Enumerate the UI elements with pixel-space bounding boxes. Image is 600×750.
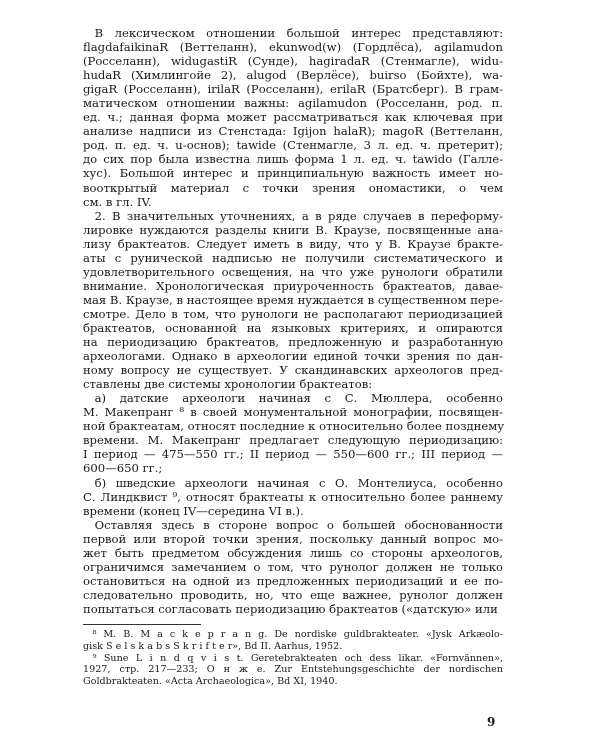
paragraph-lexical	[83, 26, 503, 209]
text-line: flagdafaikinaR (Веттеланн), ekunwod(w) (Гордлёса), agilamudon	[83, 40, 503, 55]
text-line: I период — 475—550 гг.; II период — 550—600 гг.; III период —	[83, 447, 503, 462]
text-line: б) шведские археологи начиная с О. Монтелиуса, особенно	[83, 475, 503, 490]
text-line: на периодизацию брактеатов, предложенную и разработанную	[83, 335, 503, 350]
text-line: ед. ч.; данная форма может рассматриваться как ключевая при	[83, 110, 503, 125]
text-line: ному вопросу не существует. У скандинавских археологов пред-	[83, 363, 503, 378]
footnote-9	[83, 653, 503, 688]
footnote-8	[83, 629, 503, 653]
text-line: С. Линдквист ⁹, относят брактеаты к относительно более раннему	[83, 489, 503, 504]
text-line: gigaR (Росселанн), irilaR (Росселанн), erilaR (Братсберг). В грам-	[83, 82, 503, 97]
text-line: а) датские археологи начиная с С. Мюллера, особенно	[83, 391, 503, 406]
text-line: до сих пор была известна лишь форма 1 л. ед. ч. tawido (Галле-	[83, 152, 503, 167]
text-line: gisk S e l s k a b s S k r i f t e r», Bd II. Aarhus, 1952.	[83, 640, 343, 652]
text-line: первой или второй точки зрения, поскольку данный вопрос мо-	[83, 531, 503, 546]
text-line: hudaR (Химлингойе 2), alugod (Верлёсе), buirso (Бойхте), wa-	[83, 68, 503, 83]
paragraph-danish-archaeologists	[83, 391, 503, 475]
paragraph-conclusion	[83, 518, 503, 616]
text-line: Оставляя здесь в стороне вопрос о большей обоснованности	[83, 517, 503, 532]
text-line: (Росселанн), widugastiR (Сунде), hagiradaR (Стенмагле), widu-	[83, 54, 503, 69]
text-line: вооткрытый материал с точки зрения ономастики, о чем	[83, 180, 503, 195]
text-line: жет быть предметом обсуждения лишь со стороны археологов,	[83, 545, 503, 560]
text-line: матическом отношении важны: agilamudon (Росселанн, род. п.	[83, 96, 503, 111]
text-line: времени. М. Макепранг предлагает следующую периодизацию:	[83, 433, 503, 448]
paragraph-bracteates	[83, 209, 503, 392]
text-line: времени (конец IV—середина VI в.).	[83, 503, 304, 518]
text-line: внимание. Хронологическая приуроченность брактеатов, давае-	[83, 278, 503, 293]
text-line: попытаться согласовать периодизацию брактеатов («датскую» или	[83, 601, 498, 616]
text-line: остановиться на одной из предложенных периодизаций и ее по-	[83, 573, 503, 588]
text-line: М. Макепранг ⁸ в своей монументальной монографии, посвящен-	[83, 405, 503, 420]
text-line: следовательно проводить, но, что еще важнее, рунолог должен	[83, 587, 503, 602]
text-line: Goldbrakteaten. «Acta Archaeologica», Bd XI, 1940.	[83, 676, 338, 688]
text-line: 2. В значительных уточнениях, а в ряде случаев в переформу-	[83, 208, 503, 223]
text-line: анализе надписи из Стенстада: Igijon halaR); magoR (Веттеланн,	[83, 124, 503, 139]
text-line: лировке нуждаются разделы книги В. Краузе, посвященные ана-	[83, 222, 503, 237]
paragraph-swedish-archaeologists	[83, 476, 503, 518]
text-line: лизу брактеатов. Следует иметь в виду, что у В. Краузе бракте-	[83, 236, 503, 251]
text-line: В лексическом отношении большой интерес представляют:	[83, 26, 503, 40]
text-line: ной брактеатам, относят последние к относительно более позднему	[83, 419, 505, 434]
text-line: мая В. Краузе, в настоящее время нуждается в существенном пере-	[83, 292, 503, 307]
page-number: 9	[487, 715, 496, 729]
page-body	[83, 26, 503, 688]
text-line: ставлены две системы хронологии брактеатов:	[83, 377, 373, 392]
text-line: ⁸ M. B. M a c k e p r a n g. De nordiske guldbrakteater. «Jysk Arkæolo-	[83, 628, 503, 640]
text-line: 1927, стр. 217—233; О н ж е. Zur Entstehungsgeschichte der nordischen	[83, 664, 503, 676]
text-line: смотре. Дело в том, что рунологи не располагают периодизацией	[83, 306, 503, 321]
text-line: археологами. Однако в археологии единой точки зрения по дан-	[83, 349, 503, 364]
footnote-divider	[83, 624, 201, 625]
text-line: ограничимся замечанием о том, что рунолог должен не только	[83, 559, 503, 574]
text-line: ⁹ Sune L i n d q v i s t. Geretebrakteaten och dess likar. «Fornvännen»,	[83, 652, 503, 664]
text-line: см. в гл. IV.	[83, 194, 152, 209]
text-line: брактеатов, основанной на языковых критериях, и опираются	[83, 320, 503, 335]
text-line: хус). Большой интерес и принципиальную важность имеет но-	[83, 166, 503, 181]
text-line: род. п. ед. ч. u-основ); tawide (Стенмагле, 3 л. ед. ч. претерит);	[83, 138, 503, 153]
text-line: 600—650 гг.;	[83, 461, 163, 476]
text-line: аты с рунической надписью не получили систематического и	[83, 250, 503, 265]
text-line: удовлетворительного освещения, на что уже рунологи обратили	[83, 264, 503, 279]
